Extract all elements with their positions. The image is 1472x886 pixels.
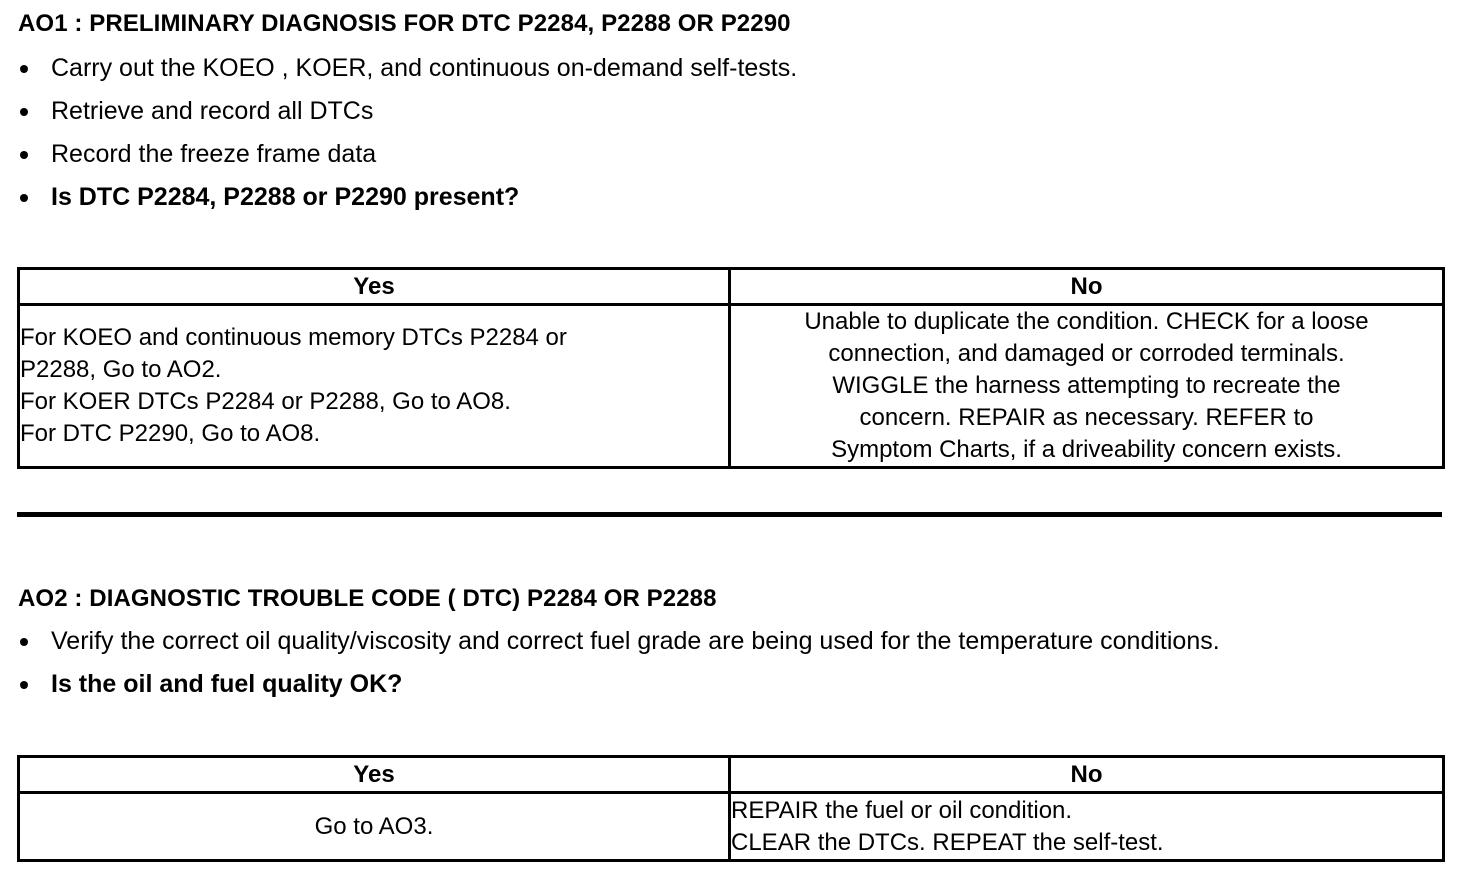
list-item <box>18 140 797 183</box>
section-ao1-bullet-list <box>18 54 797 226</box>
section-ao1-heading: AO1 : PRELIMINARY DIAGNOSIS FOR DTC P2284, P2288 OR P2290 <box>18 10 791 37</box>
list-item <box>18 97 797 140</box>
list-item-question <box>18 183 797 226</box>
bullet-dot-icon <box>20 108 28 116</box>
bullet-text: Verify the correct oil quality/viscosity and correct fuel grade are being used for the temperature conditions. <box>51 627 1220 655</box>
list-item <box>18 627 1220 670</box>
yes-header: Yes <box>19 757 730 793</box>
bullet-question-text: Is DTC P2284, P2288 or P2290 present? <box>51 183 520 211</box>
yes-cell-text: Go to AO3. <box>314 812 434 840</box>
no-cell-text: REPAIR the fuel or oil condition. CLEAR the DTCs. REPEAT the self-test. <box>731 796 1164 856</box>
bullet-dot-icon <box>20 65 28 73</box>
no-cell <box>730 305 1444 468</box>
yes-cell <box>19 305 730 468</box>
no-header: No <box>730 757 1444 793</box>
bullet-dot-icon <box>20 151 28 159</box>
yes-cell <box>19 793 730 861</box>
section-ao2-heading: AO2 : DIAGNOSTIC TROUBLE CODE ( DTC) P2284 OR P2288 <box>18 585 717 612</box>
no-cell <box>730 793 1444 861</box>
no-cell-text: Unable to duplicate the condition. CHECK for a loose connection, and damaged or corroded terminals. WIGGLE the harness attempting to recreate the concern. REPAIR as necessary. REFER to Symptom Charts, if a driveability concern exists. <box>804 308 1369 463</box>
section-ao2-decision-table <box>17 755 1445 862</box>
section-ao2-bullet-list <box>18 627 1220 713</box>
bullet-text: Record the freeze frame data <box>51 140 377 168</box>
yes-cell-text: For KOEO and continuous memory DTCs P2284 or P2288, Go to AO2. For KOER DTCs P2284 or P2288, Go to AO8. For DTC P2290, Go to AO8. <box>20 324 567 447</box>
bullet-dot-icon <box>20 194 28 202</box>
bullet-dot-icon <box>20 638 28 646</box>
yes-header: Yes <box>19 269 730 305</box>
list-item <box>18 54 797 97</box>
bullet-dot-icon <box>20 681 28 689</box>
bullet-question-text: Is the oil and fuel quality OK? <box>51 670 403 698</box>
bullet-text: Retrieve and record all DTCs <box>51 97 374 125</box>
list-item-question <box>18 670 1220 713</box>
section-divider <box>17 512 1442 517</box>
bullet-text: Carry out the KOEO , KOER, and continuous on-demand self-tests. <box>51 54 798 82</box>
no-header: No <box>730 269 1444 305</box>
section-ao1-decision-table <box>17 267 1445 469</box>
